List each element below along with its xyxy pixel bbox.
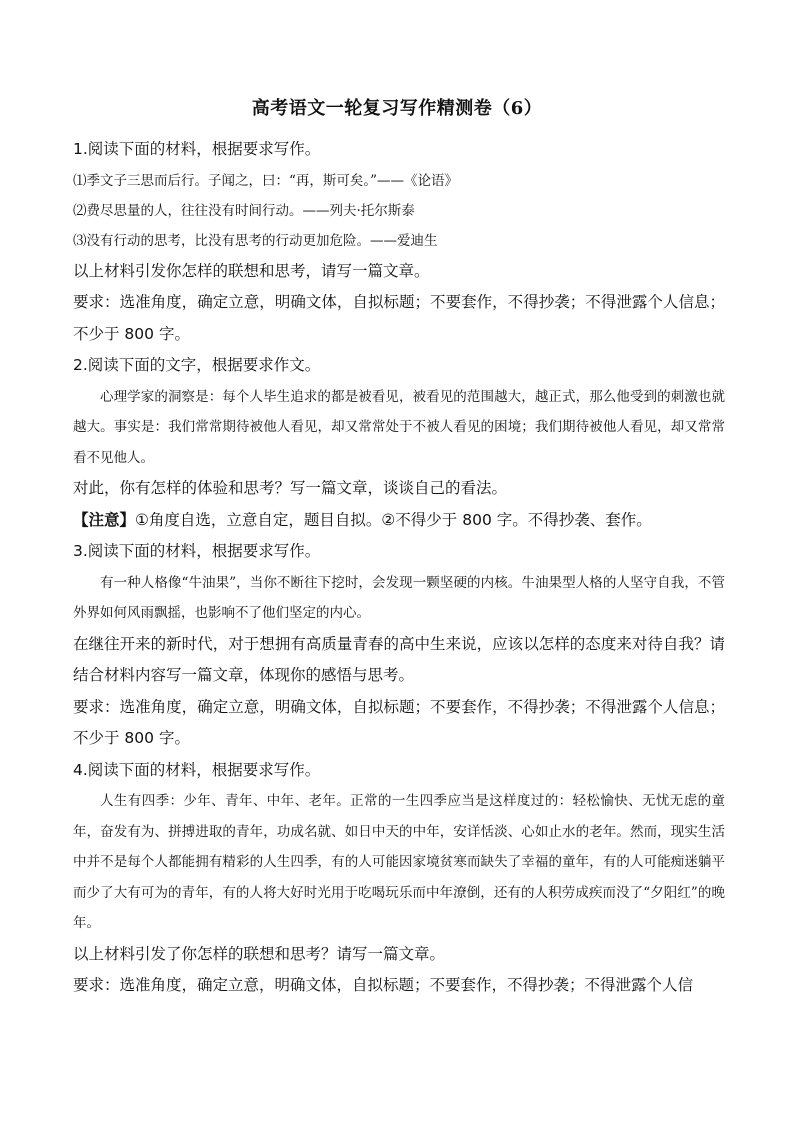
question-4-requirement: 要求：选准角度，确定立意，明确文体，自拟标题；不要套作，不得抄袭；不得泄露个人信 bbox=[73, 976, 694, 994]
question-1 bbox=[73, 134, 725, 350]
question-1-material-item: ⑶没有行动的思考，比没有思考的行动更加危险。——爱迪生 bbox=[73, 232, 438, 249]
question-3-heading: 3.阅读下面的材料，根据要求写作。 bbox=[73, 542, 321, 560]
question-1-prompt: 以上材料引发你怎样的联想和思考，请写一篇文章。 bbox=[73, 261, 430, 280]
document-body bbox=[73, 134, 725, 1002]
question-4-material: 人生有四季：少年、青年、中年、老年。正常的一生四季应当是这样度过的：轻松愉快、无忧无虑的童年，奋发有为、拼搏进取的青年，功成名就、如日中天的中年，安详恬淡、心如止水的老年。然而，现实生活中并不是每个人都能拥有精彩的人生四季，有的人可能因家境贫寒而缺失了幸福的童年，有的人可能痴迷躺平而少了大有可为的青年，有的人将大好时光用于吃喝玩乐而中年潦倒，还有的人积劳成疾而没了“夕阳红”的晚年。 bbox=[73, 793, 725, 931]
notice-text: ①角度自选，立意自定，题目自拟。②不得少于 800 字。不得抄袭、套作。 bbox=[135, 510, 652, 529]
question-1-requirement: 要求：选准角度，确定立意，明确文体，自拟标题；不要套作，不得抄袭；不得泄露个人信息；不少于 800 字。 bbox=[73, 293, 725, 343]
question-2-material: 心理学家的洞察是：每个人毕生追求的都是被看见，被看见的范围越大，越正式，那么他受到的刺激也就越大。事实是：我们常常期待被他人看见，却又常常处于不被人看见的困境；我们期待被他人看见，却又常常看不见他人。 bbox=[73, 388, 725, 466]
question-2-notice bbox=[73, 505, 725, 537]
question-4 bbox=[73, 755, 725, 1002]
question-4-heading: 4.阅读下面的材料，根据要求写作。 bbox=[73, 760, 321, 779]
question-2-heading: 2.阅读下面的文字，根据要求作文。 bbox=[73, 356, 321, 374]
question-1-material-item: ⑴季文子三思而后行。子闻之，曰：“再，斯可矣。”——《论语》 bbox=[73, 172, 459, 189]
question-2-prompt: 对此，你有怎样的体验和思考？写一篇文章，谈谈自己的看法。 bbox=[73, 479, 508, 497]
question-4-prompt: 以上材料引发了你怎样的联想和思考？请写一篇文章。 bbox=[73, 944, 446, 963]
page-title: 高考语文一轮复习写作精测卷（6） bbox=[251, 98, 543, 119]
question-1-material-item: ⑵费尽思量的人，往往没有时间行动。——列夫·托尔斯泰 bbox=[73, 202, 415, 219]
question-1-heading: 1.阅读下面的材料，根据要求写作。 bbox=[73, 140, 321, 158]
notice-label: 【注意】 bbox=[73, 510, 136, 529]
question-3-prompt: 在继往开来的新时代，对于想拥有高质量青春的高中生来说，应该以怎样的态度来对待自我？请结合材料内容写一篇文章，体现你的感悟与思考。 bbox=[73, 634, 725, 684]
question-3-material: 有一种人格像“牛油果”，当你不断往下挖时，会发现一颗坚硬的内核。牛油果型人格的人坚守自我，不管外界如何风雨飘摇，也影响不了他们坚定的内心。 bbox=[73, 574, 725, 621]
question-3 bbox=[73, 536, 725, 755]
question-3-requirement: 要求：选准角度，确定立意，明确文体，自拟标题；不要套作，不得抄袭；不得泄露个人信息；不少于 800 字。 bbox=[73, 697, 725, 747]
question-2 bbox=[73, 350, 725, 536]
